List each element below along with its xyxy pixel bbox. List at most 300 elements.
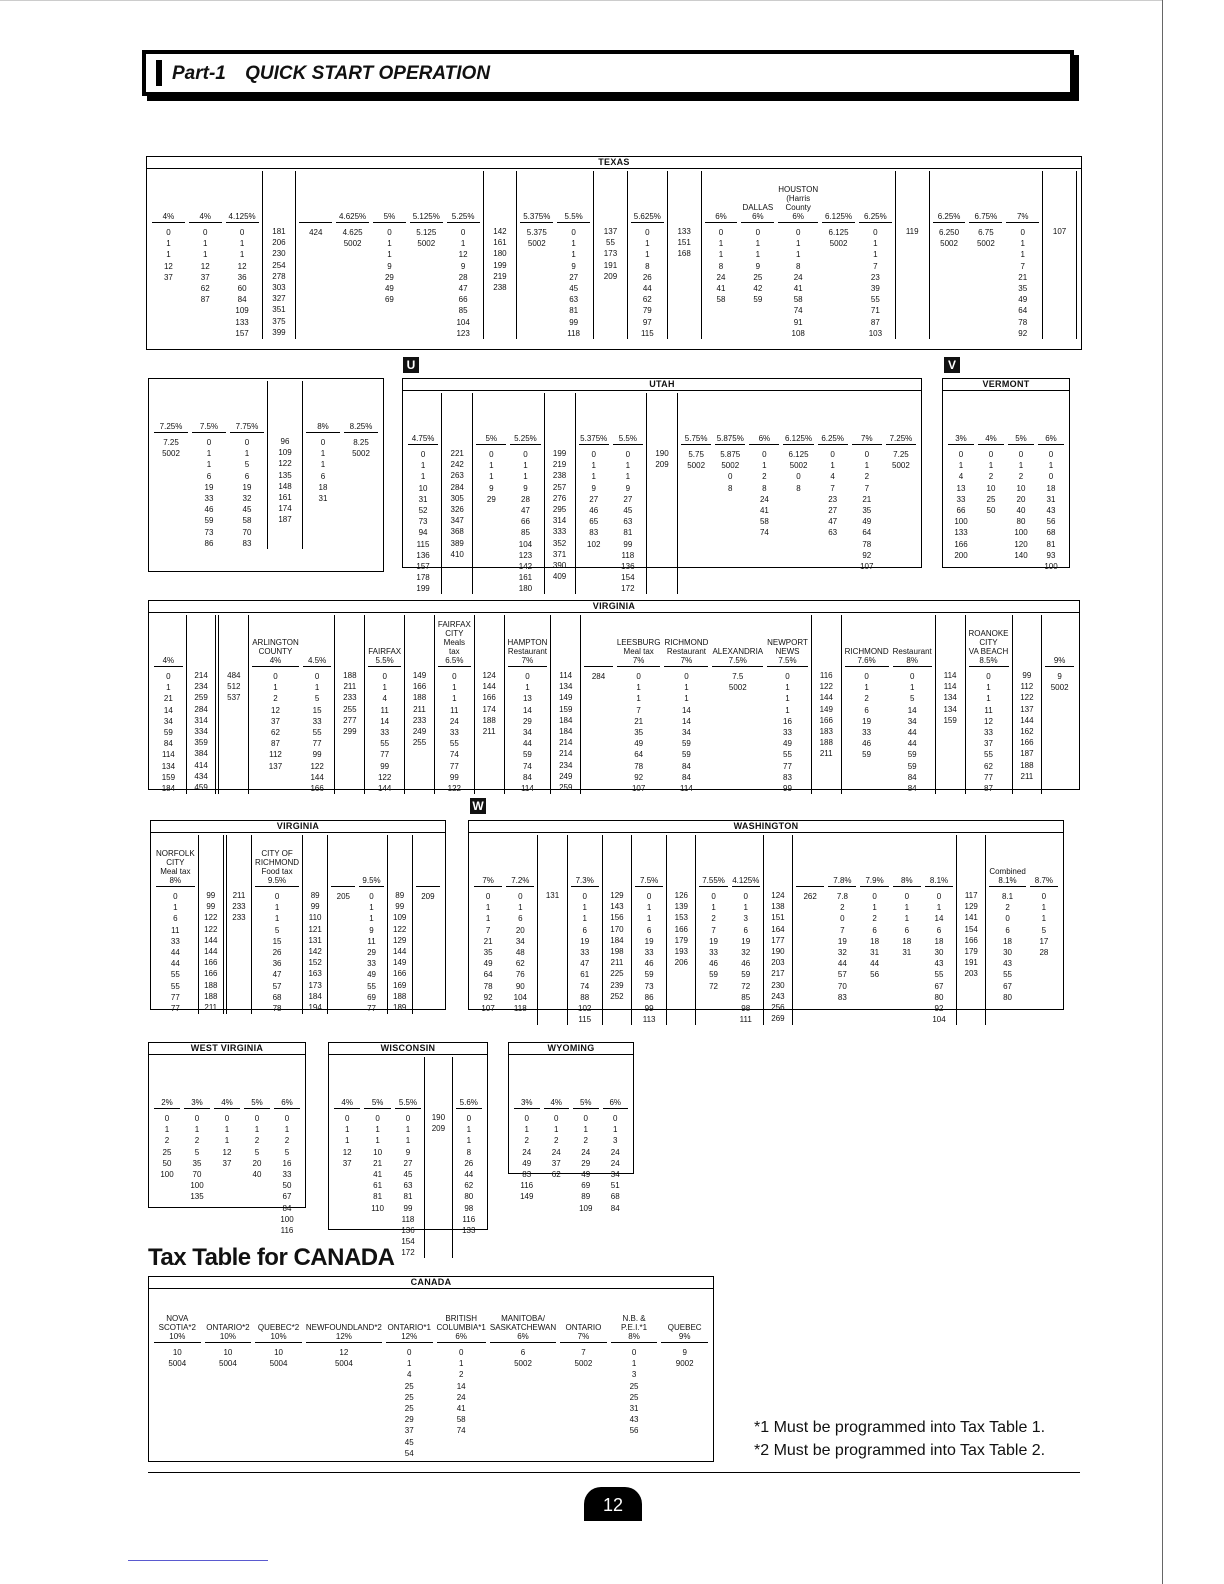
- table-cell: 144: [482, 682, 496, 692]
- table-cell: 203: [771, 958, 785, 968]
- table-cell: 81: [623, 528, 633, 538]
- table-cell: 59: [753, 295, 763, 305]
- table-cell: 25: [753, 272, 763, 282]
- column-header-line: 5.75%: [684, 434, 708, 443]
- table-cell: 80: [1003, 992, 1012, 1002]
- table-cell: 1: [1048, 461, 1054, 471]
- table-cell: 43: [629, 1415, 639, 1425]
- table-cell: 80: [1016, 517, 1026, 527]
- column-header-line: HAMPTON: [507, 638, 548, 647]
- table-cell: 1: [420, 461, 426, 471]
- table-cell: 30: [1003, 947, 1012, 957]
- table-cell: 122: [204, 913, 218, 923]
- table-cell: 76: [515, 970, 525, 980]
- table-cell: 0: [273, 672, 278, 681]
- table-cell: 77: [170, 1003, 180, 1013]
- table-cell: 122: [377, 772, 392, 782]
- table-cell: 178: [416, 573, 430, 583]
- table-cell: 47: [521, 505, 530, 515]
- table-cell: 1: [1041, 903, 1047, 913]
- table-cell: 25: [162, 1147, 172, 1157]
- table-cell: 2: [254, 1136, 260, 1146]
- table-cell: 29: [581, 1158, 591, 1168]
- table-cell: 14: [380, 716, 390, 726]
- table-cell: 0: [796, 472, 801, 482]
- rate-column: [253, 835, 301, 1014]
- column-header-line: 5%: [371, 1098, 384, 1107]
- table-cell: 107: [631, 783, 646, 793]
- table-cell: 135: [190, 1192, 204, 1202]
- table-cell: 78: [862, 539, 872, 549]
- column-header: [364, 1057, 390, 1109]
- table-cell: 7.25: [163, 438, 179, 447]
- table-cell: 276: [552, 493, 567, 503]
- table-cell: 94: [418, 528, 428, 538]
- table-cell: 51: [610, 1181, 620, 1191]
- table-cell: 41: [456, 1403, 466, 1413]
- table-cell: 295: [552, 504, 567, 514]
- table-cell: 1: [314, 683, 320, 693]
- table-cell: 78: [483, 981, 493, 991]
- table-cell: 45: [404, 1437, 414, 1447]
- rate-column: [154, 835, 197, 1014]
- rate-column: [577, 393, 611, 594]
- table-cell: 7: [1020, 261, 1025, 271]
- table-cell: 28: [1039, 947, 1049, 957]
- table-cell: 0: [524, 1114, 529, 1123]
- column-header-line: COUNTY: [258, 647, 293, 656]
- column-header-line: ONTARIO: [565, 1323, 602, 1332]
- table-cell: 5: [314, 694, 320, 704]
- table-cell: 118: [401, 1214, 415, 1224]
- table-cell: 77: [367, 1003, 376, 1013]
- column-header-line: 7.2%: [511, 876, 530, 885]
- table-cell: 177: [771, 935, 785, 945]
- table-cell: 166: [412, 682, 427, 692]
- table-cell: 1: [718, 250, 724, 260]
- table-cell: 6: [518, 914, 523, 924]
- table-cell: 59: [163, 727, 173, 737]
- table-cell: 190: [431, 1113, 446, 1122]
- table-cell: 81: [373, 1192, 383, 1202]
- table-cell: 211: [232, 891, 246, 900]
- table-washington: [468, 820, 1064, 1025]
- column-header: [540, 835, 564, 886]
- table-cell: 1: [711, 903, 716, 913]
- table-cell: 18: [870, 936, 880, 946]
- column-header-line: 8%: [906, 656, 918, 665]
- table-cell: 14: [456, 1381, 466, 1391]
- table-cell: 4: [958, 472, 964, 482]
- column-header-line: 6%: [752, 212, 764, 221]
- table-cell: 0: [755, 228, 761, 237]
- table-cell: 0: [518, 892, 523, 901]
- table-cell: 1: [485, 914, 491, 924]
- table-cell: 5: [254, 1147, 260, 1157]
- table-cell: 99: [206, 891, 216, 900]
- table-cell: 144: [1020, 715, 1034, 725]
- rate-column: [1012, 615, 1043, 794]
- table-cell: 27: [569, 272, 579, 282]
- column-header-line: ARLINGTON: [252, 638, 299, 647]
- table-cell: 0: [1020, 228, 1025, 237]
- table-cell: 194: [308, 1002, 322, 1012]
- column-header: [553, 615, 578, 666]
- column-header-line: 5%: [579, 1098, 592, 1107]
- footnotes: [754, 1416, 1045, 1462]
- table-cell: 1: [625, 461, 631, 471]
- column-header-line: 8.1%: [998, 876, 1017, 885]
- column-header: [490, 1291, 556, 1343]
- table-cell: 43: [1046, 505, 1056, 515]
- table-virginia-cities: [150, 820, 446, 1013]
- utah-grid: [403, 391, 921, 596]
- column-header: [189, 615, 214, 666]
- rate-column: [679, 393, 713, 594]
- table-cell: 44: [522, 739, 532, 749]
- table-cell: 80: [464, 1192, 474, 1202]
- table-cell: 84: [907, 772, 917, 782]
- table-cell: 24: [449, 716, 459, 726]
- table-cell: 8.25: [353, 438, 369, 447]
- table-cell: 114: [943, 682, 957, 692]
- table-cell: 86: [204, 538, 214, 548]
- table-cell: 10: [986, 483, 996, 493]
- table-cell: 389: [450, 538, 464, 548]
- table-cell: 0: [743, 892, 748, 901]
- rate-column: [646, 393, 678, 594]
- table-cell: 21: [373, 1158, 383, 1168]
- table-cell: 162: [1020, 726, 1034, 736]
- table-cell: 1: [344, 1136, 350, 1146]
- table-cell: 19: [741, 936, 751, 946]
- table-cell: 6: [904, 925, 910, 935]
- table-cell: 1: [904, 914, 910, 924]
- table-cell: 81: [403, 1192, 413, 1202]
- table-cell: 70: [242, 527, 252, 537]
- column-header: [749, 393, 779, 445]
- table-cell: 124: [771, 891, 785, 900]
- column-header-line: 7.5%: [199, 422, 219, 431]
- table-cell: 108: [791, 328, 805, 338]
- table-cell: 6: [1005, 925, 1010, 935]
- table-cell: 49: [783, 739, 792, 749]
- table-cell: 149: [819, 704, 833, 714]
- table-cell: 89: [395, 891, 405, 900]
- rate-column: [190, 381, 228, 549]
- table-cell: 209: [655, 460, 669, 470]
- column-header: [573, 1057, 599, 1109]
- table-cell: 50: [162, 1158, 172, 1168]
- column-header: [969, 171, 1002, 223]
- table-cell: 5004: [334, 1359, 353, 1369]
- table-cell: 104: [932, 1015, 946, 1025]
- column-header-line: 5%: [1015, 434, 1027, 443]
- table-cell: 284: [450, 482, 464, 492]
- table-cell: 133: [954, 528, 968, 538]
- table-cell: 25: [986, 494, 996, 504]
- table-cell: 12: [222, 1147, 232, 1157]
- table-cell: 99: [380, 761, 390, 771]
- table-cell: 69: [367, 992, 376, 1002]
- table-cell: 112: [1020, 682, 1034, 692]
- table-cell: 459: [194, 782, 208, 792]
- table-cell: 41: [716, 283, 726, 293]
- table-cell: 37: [163, 272, 173, 282]
- table-cell: 1: [452, 694, 457, 704]
- table-cell: 122: [204, 924, 218, 934]
- table-cell: 1: [518, 903, 523, 913]
- column-header: [205, 1291, 252, 1343]
- table-cell: 100: [1044, 561, 1058, 571]
- table-cell: 74: [522, 761, 532, 771]
- table-cell: 74: [759, 528, 769, 538]
- table-cell: 92: [1018, 328, 1028, 338]
- table-cell: 351: [272, 305, 286, 315]
- table-cell: 1: [166, 239, 171, 249]
- table-cell: 0: [785, 672, 790, 681]
- table-cell: 3: [613, 1136, 618, 1146]
- table-cell: 166: [674, 924, 689, 934]
- table-cell: 368: [450, 527, 464, 537]
- table-cell: 33: [204, 493, 214, 503]
- column-header: [410, 171, 443, 223]
- table-cell: 37: [404, 1426, 414, 1436]
- table-cell: 60: [237, 283, 247, 293]
- rate-column: [956, 835, 986, 1025]
- table-cell: 1: [173, 903, 178, 913]
- table-cell: 7: [485, 925, 491, 935]
- column-header-line: 4.75%: [411, 434, 435, 443]
- table-cell: 1: [284, 1125, 290, 1135]
- table-cell: 225: [610, 969, 624, 979]
- table-cell: 1: [684, 683, 689, 693]
- banner-part: Part-1: [172, 63, 226, 84]
- column-header: [474, 835, 502, 887]
- table-cell: 157: [235, 328, 249, 338]
- table-misc-rates: [148, 378, 384, 572]
- table-cell: 0: [344, 1114, 350, 1123]
- table-cell: 2: [194, 1136, 200, 1146]
- table-cell: 211: [1020, 771, 1034, 781]
- table-cell: 33: [783, 727, 792, 737]
- table-cell: 5002: [892, 461, 910, 471]
- table-cell: 16: [783, 716, 792, 726]
- table-cell: 93: [1046, 550, 1056, 560]
- table-cell: 1: [762, 461, 767, 471]
- table-cell: 375: [272, 316, 286, 326]
- table-cell: 1: [489, 461, 494, 471]
- table-cell: 55: [984, 750, 993, 760]
- table-cell: 0: [591, 450, 596, 459]
- column-header: [705, 171, 738, 223]
- column-header: [989, 835, 1025, 887]
- column-header: [978, 393, 1004, 445]
- rate-column: [884, 393, 918, 594]
- table-cell: 5.125: [416, 228, 437, 237]
- table-cell: 14: [907, 705, 917, 715]
- table-cell: 122: [819, 682, 833, 692]
- table-cell: 1: [405, 1125, 411, 1135]
- column-header-line: FAIRFAX: [368, 647, 402, 656]
- table-cell: 57: [272, 981, 282, 991]
- column-header: [893, 615, 932, 667]
- column-header: [305, 835, 325, 886]
- rate-column: [228, 381, 266, 549]
- table-cell: 34: [163, 716, 173, 726]
- table-cell: 1: [194, 1125, 200, 1135]
- table-cell: 80: [934, 992, 944, 1002]
- table-cell: 6.125: [828, 228, 849, 237]
- table-cell: 33: [862, 727, 872, 737]
- table-cell: 0: [583, 1114, 588, 1123]
- rate-column: [739, 171, 776, 339]
- column-header: [270, 381, 300, 432]
- table-cell: 0: [320, 438, 326, 447]
- table-cell: 1: [244, 449, 250, 459]
- table-cell: 110: [308, 913, 322, 923]
- table-cell: 9: [1057, 672, 1062, 681]
- table-cell: 6: [244, 471, 250, 481]
- rate-column: [334, 615, 365, 794]
- table-cell: 161: [278, 492, 292, 502]
- rate-column: [713, 393, 747, 594]
- rate-column: [424, 1057, 452, 1258]
- table-cell: 1: [684, 694, 689, 704]
- table-cell: 24: [522, 1147, 532, 1157]
- table-cell: 24: [581, 1147, 591, 1157]
- column-header: [184, 1057, 210, 1109]
- rate-column: [212, 1057, 242, 1236]
- column-header-line: 5.375%: [580, 434, 608, 443]
- column-header-line: NOVA SCOTIA*2: [158, 1314, 196, 1332]
- table-cell: 209: [431, 1124, 446, 1134]
- column-header-line: 6.75%: [974, 212, 998, 221]
- table-cell: 0: [582, 892, 587, 901]
- table-cell: 26: [272, 947, 282, 957]
- table-cell: 83: [837, 992, 847, 1002]
- table-cell: 68: [272, 992, 282, 1002]
- table-cell: 1: [485, 903, 491, 913]
- table-cell: 5002: [352, 449, 370, 459]
- column-header: [154, 615, 183, 667]
- column-header-line: 6%: [792, 212, 804, 221]
- column-header-line: RICHMOND: [844, 647, 889, 656]
- table-cell: 58: [242, 516, 252, 526]
- section-tag-u: U: [403, 357, 419, 373]
- table-cell: 46: [589, 505, 599, 515]
- column-header-line: 7.25%: [889, 434, 913, 443]
- table-cell: 44: [642, 283, 652, 293]
- column-header: [252, 615, 299, 667]
- table-cell: 33: [282, 1169, 292, 1179]
- table-cell: 166: [482, 693, 496, 703]
- table-cell: 78: [634, 761, 644, 771]
- column-header-line: 5.5%: [618, 434, 637, 443]
- table-cell: 99: [623, 539, 633, 549]
- table-cell: 1: [591, 461, 596, 471]
- column-header-line: 3%: [955, 434, 967, 443]
- table-cell: 1: [203, 250, 208, 260]
- table-cell: 86: [644, 992, 654, 1002]
- column-header-line: 4%: [341, 1098, 353, 1107]
- table-cell: 187: [1020, 749, 1034, 759]
- column-header-line: 7%: [1016, 212, 1029, 221]
- table-cell: 144: [393, 946, 407, 956]
- table-cell: 153: [674, 913, 689, 923]
- table-cell: 116: [462, 1214, 476, 1224]
- table-cell: 122: [1020, 693, 1034, 703]
- table-cell: 129: [610, 891, 624, 900]
- table-cell: 63: [828, 528, 838, 538]
- table-cell: 55: [380, 739, 390, 749]
- table-cell: 43: [934, 959, 944, 969]
- column-header-line: 5%: [251, 1098, 263, 1107]
- table-cell: 0: [795, 228, 801, 237]
- table-cell: 0: [166, 672, 171, 681]
- table-cell: 29: [384, 272, 394, 282]
- table-cell: 7.8: [836, 892, 848, 901]
- table-cell: 9: [405, 1147, 411, 1157]
- column-header-line: SASKATCHEWAN: [489, 1323, 557, 1332]
- column-header-line: 9%: [678, 1332, 691, 1341]
- column-header: [477, 615, 502, 666]
- table-cell: 113: [642, 1015, 656, 1025]
- table-cell: 46: [741, 959, 751, 969]
- table-cell: 5002: [574, 1359, 593, 1369]
- table-cell: 1: [239, 239, 245, 249]
- table-cell: 133: [462, 1225, 476, 1235]
- rate-column: [1006, 393, 1036, 572]
- table-cell: 62: [515, 959, 525, 969]
- column-header: [508, 615, 548, 667]
- table-cell: 33: [380, 727, 390, 737]
- table-cell: 24: [610, 1147, 620, 1157]
- table-cell: 0: [988, 450, 994, 459]
- column-header-line: 5.5%: [375, 656, 394, 665]
- table-cell: 13: [522, 694, 532, 704]
- table-cell: 12: [339, 1348, 349, 1357]
- table-cell: 33: [449, 727, 459, 737]
- column-header-line: 6%: [455, 1332, 467, 1341]
- rate-column: [542, 1057, 572, 1214]
- table-cell: 114: [161, 750, 175, 760]
- table-cell: 138: [771, 902, 785, 912]
- table-cell: 1: [387, 239, 392, 249]
- table-cell: 63: [403, 1181, 413, 1191]
- table-cell: 1: [452, 683, 457, 693]
- table-cell: 219: [552, 460, 567, 470]
- table-cell: 84: [681, 772, 691, 782]
- table-cell: 1: [873, 239, 878, 249]
- column-header-line: 8.7%: [1034, 876, 1053, 885]
- table-cell: 249: [412, 726, 427, 736]
- rate-column: [781, 393, 815, 594]
- table-cell: 24: [456, 1392, 466, 1402]
- table-cell: 25: [404, 1381, 414, 1391]
- table-cell: 122: [393, 924, 407, 934]
- table-cell: 5002: [162, 449, 180, 459]
- rate-column: [1036, 393, 1066, 572]
- table-cell: 5004: [168, 1359, 187, 1369]
- table-cell: 49: [634, 739, 644, 749]
- column-header-line: BRITISH COLUMBIA*1: [436, 1314, 486, 1332]
- column-header: [617, 615, 661, 667]
- table-cell: 116: [520, 1181, 534, 1191]
- bottom-link-rule: [128, 1560, 268, 1561]
- table-cell: 199: [552, 449, 567, 458]
- table-cell: 8: [796, 483, 801, 493]
